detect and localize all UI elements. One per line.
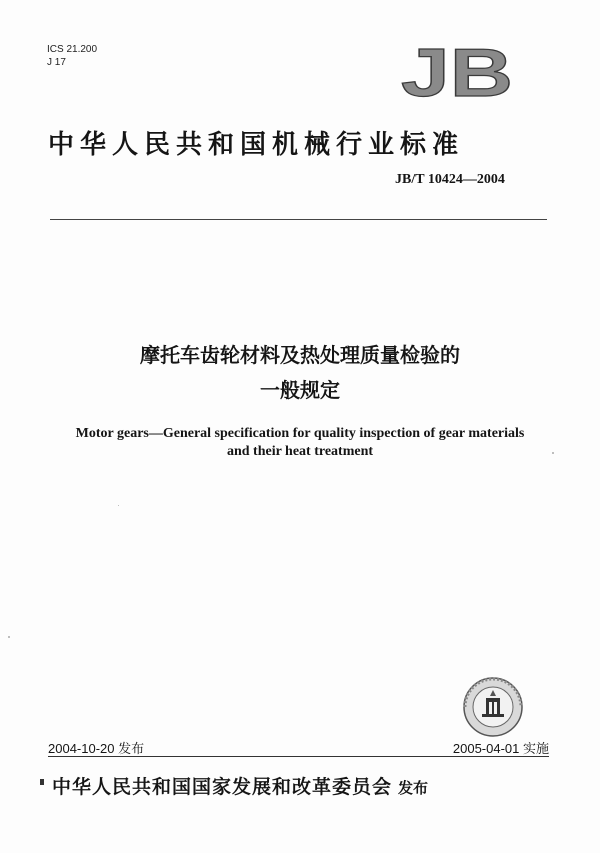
issuing-authority: 中华人民共和国国家发展和改革委员会: [52, 776, 393, 798]
paper-speck: [118, 505, 119, 506]
chinese-title-line-2: 一般规定: [260, 378, 340, 402]
issue-date: 2004-10-20 发布: [48, 741, 145, 756]
bottom-divider: [48, 756, 549, 757]
official-seal-icon: [462, 676, 524, 738]
standard-number: JB/T 10424—2004: [395, 172, 505, 187]
english-title-line-2: and their heat treatment: [226, 444, 374, 459]
bullet-mark: [40, 779, 44, 785]
issuer-line: [40, 772, 428, 799]
top-divider: [50, 219, 547, 220]
ics-classification: [47, 43, 97, 69]
classification-code: J 17: [47, 57, 66, 68]
paper-speck: [552, 452, 554, 454]
paper-speck: [8, 636, 10, 638]
publish-label: 发布: [398, 779, 429, 797]
chinese-title-line-1: 摩托车齿轮材料及热处理质量检验的: [140, 343, 460, 367]
standard-title: 中华人民共和国机械行业标准: [48, 130, 465, 160]
english-title-line-1: Motor gears—General specification for quality inspection of gear materials: [75, 426, 525, 441]
implementation-date: 2005-04-01 实施: [452, 741, 549, 756]
ics-code: ICS 21.200: [47, 44, 98, 55]
jb-logo-icon: [398, 40, 516, 104]
logo-text: JB: [401, 40, 513, 104]
